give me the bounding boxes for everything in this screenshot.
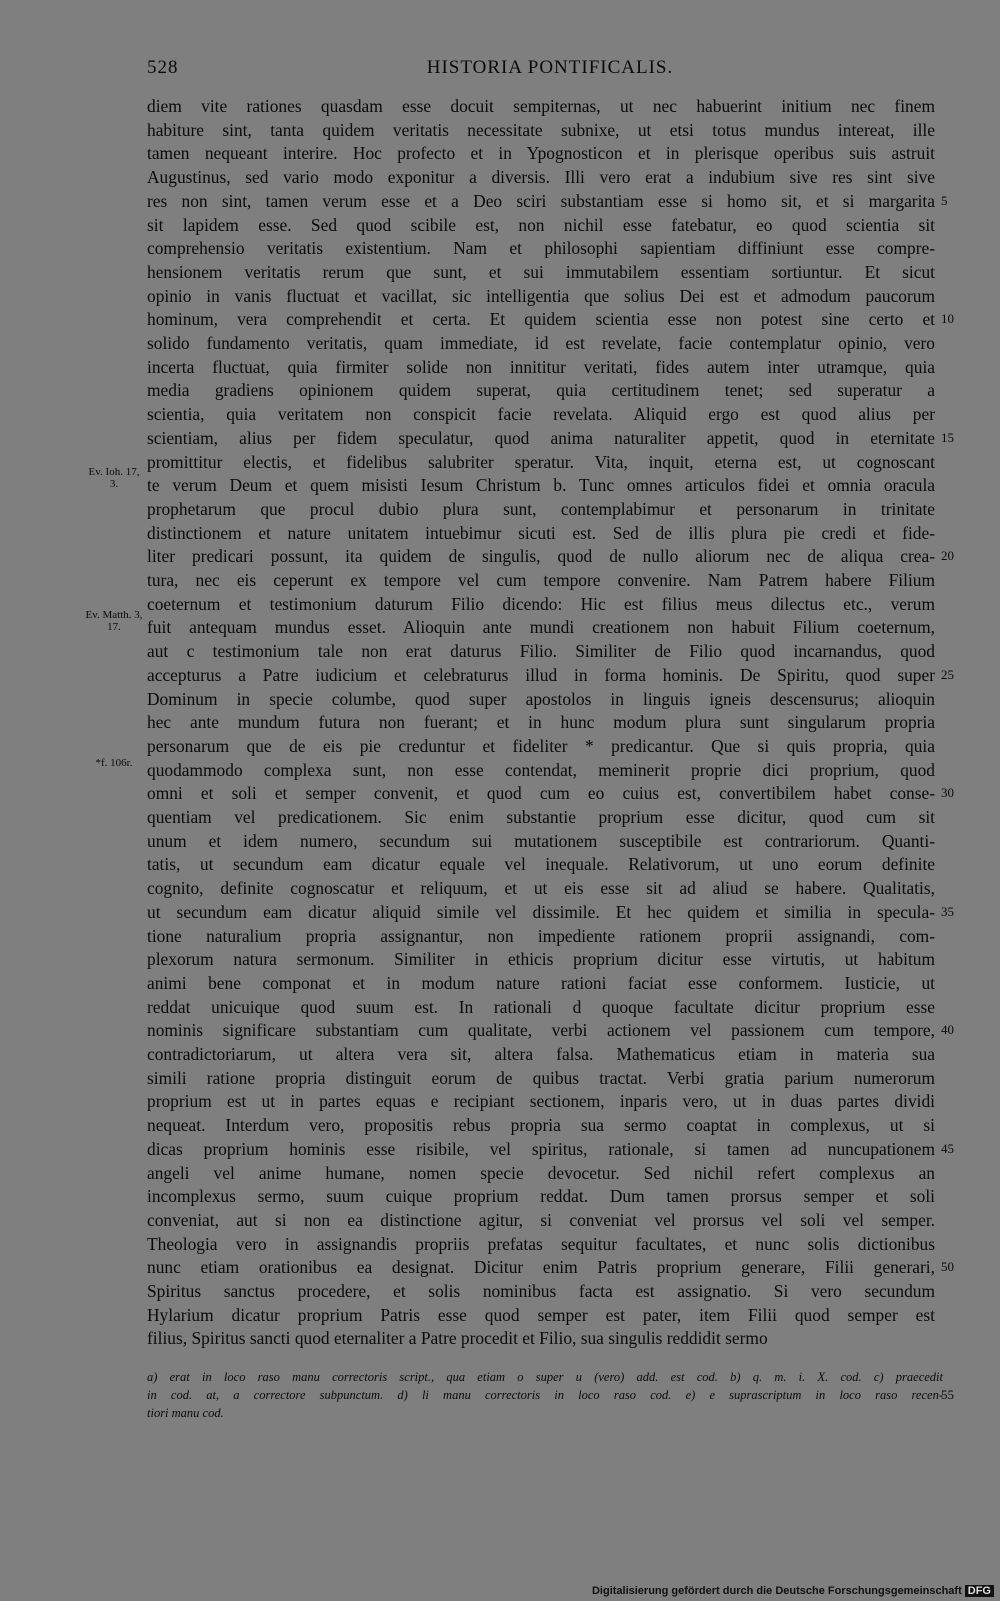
text-line: hominum, vera comprehendit et certa. Et quidem scientia esse non potest sine certo et [147,309,935,330]
text-line: incomplexus sermo, suum cuique proprium reddat. Dum tamen prorsus semper et soli [147,1186,935,1207]
text-line: Hylarium dicatur proprium Patris esse quod semper est pater, item Filii quod semper est [147,1304,935,1325]
text-line: tatis, ut secundum eam dicatur equale vel inequale. Relativorum, ut uno eorum definite [147,854,935,875]
text-line: tamen nequeant interire. Hoc profecto et in Ypognosticon et in plerisque operibus suis astruit [147,143,935,164]
text-line: angeli vel anime humane, nomen specie devocetur. Sed nichil refert complexus an [147,1162,935,1183]
text-line: proprium est ut in partes equas e recipiant sectionem, inparis vero, ut in duas partes dividi [147,1091,935,1112]
text-line: animi bene componat et in modum nature rationi faciat esse conformem. Iusticie, ut [147,972,935,993]
page-number: 528 [147,57,179,78]
dfg-logo: DFG [965,1585,994,1597]
text-line: Theologia vero in assignandis propriis prefatas sequitur facultates, et nunc solis dictionibus [147,1233,935,1254]
text-line: solido fundamento veritatis, quam immediate, id est revelate, facie contemplatur opinio, vero [147,333,935,353]
text-line: ut secundum eam dicatur aliquid simile vel dissimile. Et hec quidem et similia in specula- [147,901,935,922]
text-line: nunc etiam orationibus ea designat. Dicitur enim Patris proprium generare, Filii generari, [147,1257,935,1278]
text-line: cognito, definite cognoscatur et reliquum, et ut eis esse sit ad aliud se habere. Qualitatis, [147,878,935,899]
text-line: distinctionem et nature unitatem intuebimur sicuti est. Sed de illis plura pie credi et fide- [147,522,935,543]
line-number: 45 [941,1140,954,1156]
text-line: res non sint, tamen verum esse et a Deo sciri substantiam esse si homo sit, et si margarita [147,190,935,211]
text-line: quentiam vel predicationem. Sic enim substantie proprium esse dicitur, quod cum sit [147,807,935,827]
text-line: Augustinus, sed vario modo exponitur a diversis. Illi vero erat a indubium sive res sint sive [147,167,935,188]
text-line: Dominum in specie columbe, quod super apostolos in linguis igneis descensurus; alioquin [147,688,935,709]
footnote-line-number: 55 [941,1387,954,1402]
text-line: quodammodo complexa sunt, non esse contendat, meminerit proprie dici proprium, quod [147,759,935,780]
text-line: incerta fluctuat, quia firmiter solide non innititur veritati, fides autem inter utramque, quia [147,356,935,377]
digitization-credit [592,1585,994,1597]
text-line: nominis significare substantiam cum qualitate, verbi actionem vel passionem cum tempore, [147,1020,935,1041]
margin-note-matthew: Ev. Matth. 3, 17. [85,609,143,633]
line-number: 25 [941,666,954,682]
text-line: accepturus a Patre iudicium et celebraturus illud in forma hominis. De Spiritu, quod super [147,664,935,685]
text-line: diem vite rationes quasdam esse docuit sempiternas, ut nec habuerint initium nec finem [147,96,935,116]
credit-text: Digitalisierung gefördert durch die Deutsche Forschungsgemeinschaft [591,1585,962,1597]
text-line: habiture sint, tanta quidem veritatis necessitate subnixe, ut etsi totus mundus intereat, ille [147,119,935,140]
text-line: tura, nec eis ceperunt ex tempore vel cum tempore convenire. Nam Patrem habere Filium [147,570,935,590]
text-line: nequeat. Interdum vero, propositis rebus propria sua sermo coaptat in complexus, ut si [147,1115,935,1136]
text-line: media gradiens opinionem quidem superat, quia certitudinem tenet; sed superatur a [147,380,935,401]
text-line: promittitur electis, et fidelibus salubriter speratur. Vita, inquit, eterna est, ut cognoscant [147,451,935,472]
margin-note-folio: *f. 106r. [95,757,133,769]
footnote-line: tiori manu cod. [147,1406,224,1420]
text-line: simili ratione propria distinguit eorum de quibus tractat. Verbi gratia parium numerorum [147,1067,935,1088]
text-line: dicas proprium hominis esse risibile, vel spiritus, rationale, si tamen ad nuncupationem [147,1138,935,1159]
text-line: filius, Spiritus sancti quod eternaliter a Patre procedit et Filio, sua singulis reddidit sermo [147,1328,768,1349]
text-line: comprehensio veritatis existentium. Nam et philosophi sapientiam diffiniunt esse compre- [147,238,935,259]
text-line: unum et idem numero, secundum sui mutationem susceptibile est contrariorum. Quanti- [147,830,935,851]
line-number: 5 [941,192,948,208]
footnote-line: a) erat in loco raso manu correctoris script., qua etiam o super u (vero) add. est cod. b) q. m. i. X. cod. c) praecedit [147,1370,943,1384]
line-number: 30 [941,785,954,801]
text-line: opinio in vanis fluctuat et vacillat, sic intelligentia que solius Dei est et admodum paucorum [147,285,935,306]
margin-note-john: Ev. Ioh. 17, 3. [88,466,140,490]
line-number: 15 [941,429,954,445]
footnote-line: in cod. at, a correctore subpunctum. d) li manu correctoris in loco raso cod. e) e suprascriptum in loco raso recen- [147,1388,943,1402]
line-number: 35 [941,903,954,919]
text-line: contradictoriarum, ut altera vera sit, altera falsa. Mathematicus etiam in materia sua [147,1044,935,1064]
text-line: liter predicari possunt, ita quidem de singulis, quod de nullo aliorum nec de aliqua crea- [147,546,935,567]
text-line: sit lapidem esse. Sed quod scibile est, non nichil esse fatebatur, eo quod scientia sit [147,214,935,235]
text-line: conveniat, aut si non ea distinctione agitur, si conveniat vel prorsus vel soli vel semper. [147,1209,935,1230]
text-line: Spiritus sanctus procedere, et solis nominibus facta est assignatio. Si vero secundum [147,1281,935,1301]
running-title: HISTORIA PONTIFICALIS. [426,57,674,78]
text-line: fuit antequam mundus esset. Alioquin ante mundi creationem non habuit Filium coeternum, [147,617,935,638]
text-line: tione naturalium propria assignantur, non impediente rationem proprii assignandi, com- [147,925,935,946]
line-number: 20 [941,548,954,564]
text-line: prophetarum que procul dubio plura sunt, contemplabimur et personarum in trinitate [147,498,935,519]
text-line: reddat unicuique quod suum est. In rationali d quoque facultate dicitur proprium esse [147,996,935,1017]
text-line: aut c testimonium tale non erat daturus Filio. Similiter de Filio quod incarnandus, quod [147,641,935,662]
text-line: omni et soli et semper convenit, et quod cum eo cuius est, convertibilem habet conse- [147,783,935,804]
line-number: 40 [941,1022,954,1038]
text-line: personarum que de eis pie creduntur et fideliter * predicantur. Que si quis propria, quia [147,735,935,756]
text-line: scientia, quia veritatem non conspicit facie revelata. Aliquid ergo est quod alius per [147,404,935,425]
text-line: plexorum natura sermonum. Similiter in ethicis proprium dicitur esse virtutis, ut habitum [147,949,935,970]
text-line: scientiam, alius per fidem speculatur, quod anima naturaliter appetit, quod in eternitate [147,427,935,448]
text-line: coeternum et testimonium daturum Filio dicendo: Hic est filius meus dilectus etc., verum [147,593,935,614]
line-number: 10 [941,311,954,327]
text-line: hec ante mundum futura non fuerant; et in hunc modum plura sunt singularum propria [147,712,935,733]
line-number: 50 [941,1259,954,1275]
text-line: hensionem veritatis rerum que sunt, et sui immutabilem essentiam sortiuntur. Et sicut [147,261,935,282]
text-line: te verum Deum et quem misisti Iesum Christum b. Tunc omnes articulos fidei et omnia oracula [147,475,935,496]
